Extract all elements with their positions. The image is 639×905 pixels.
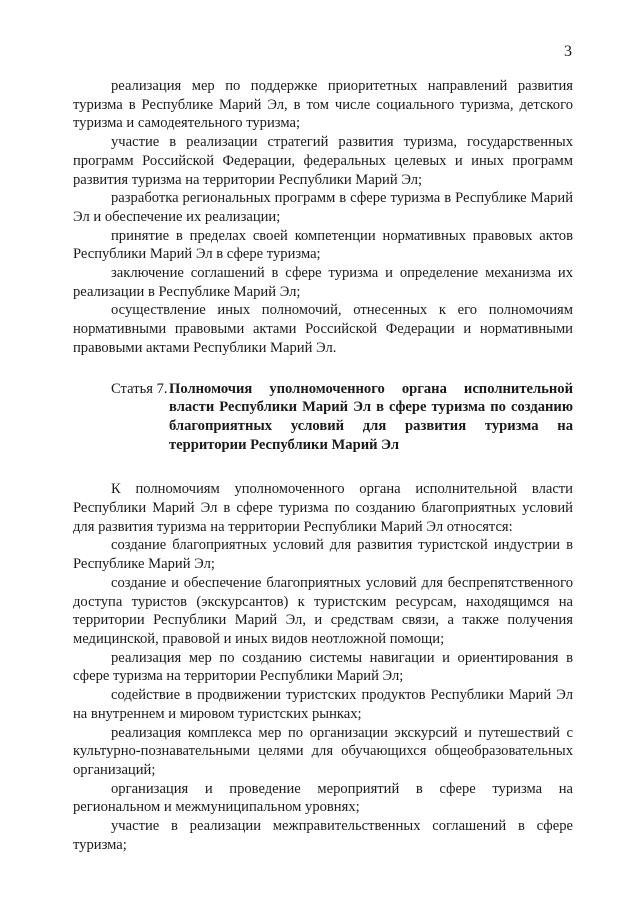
paragraph: содействие в продвижении туристских продуктов Республики Марий Эл на внутреннем и мировом туристских рынках; (73, 687, 573, 722)
paragraph: реализация комплекса мер по организации экскурсий и путешествий с культурно-познавательными целями для обучающихся общеобразовательных организаций; (73, 724, 573, 778)
paragraph: осуществление иных полномочий, отнесенных к его полномочиям нормативными правовыми актами Российской Федерации и нормативными правовыми актами Республики Марий Эл. (73, 302, 573, 356)
article-heading (73, 380, 573, 455)
article-label: Статья 7. (111, 380, 168, 397)
paragraph: заключение соглашений в сфере туризма и определение механизма их реализации в Республике Марий Эл; (73, 265, 573, 300)
paragraph: принятие в пределах своей компетенции нормативных правовых актов Республики Марий Эл в сфере туризма; (73, 227, 573, 263)
page-number: 3 (564, 43, 572, 60)
paragraph: К полномочиям уполномоченного органа исполнительной власти Республики Марий Эл в сфере туризма по созданию благоприятных условий для развития туризма на территории Республики Марий Эл относятся: (73, 481, 573, 535)
paragraph: создание благоприятных условий для развития туристской индустрии в Республике Марий Эл; (73, 537, 573, 573)
paragraph: участие в реализации стратегий развития туризма, государственных программ Российской Федерации, федеральных целевых и иных программ развития туризма на территории Республики Марий Эл; (73, 134, 573, 188)
article-title: Полномочия уполномоченного органа исполнительной власти Республики Марий Эл в сфере туризма по созданию благоприятных условий для развития туризма на территории Республики Марий Эл (169, 380, 573, 453)
paragraph: участие в реализации межправительственных соглашений в сфере туризма; (73, 818, 573, 853)
document-body (73, 77, 573, 854)
paragraph: реализация мер по поддержке приоритетных направлений развития туризма в Республике Марий Эл, в том числе социального туризма, детского туризма и самодеятельного туризма; (73, 78, 573, 132)
paragraph: организация и проведение мероприятий в сфере туризма на региональном и межмуниципальном уровнях; (73, 780, 573, 816)
paragraph: создание и обеспечение благоприятных условий для беспрепятственного доступа туристов (экскурсантов) к туристским ресурсам, находящимся на территории Республики Марий Эл, и средствам связи, а также получения медицинской, правовой и иных видов неотложной помощи; (73, 574, 573, 647)
paragraph: реализация мер по созданию системы навигации и ориентирования в сфере туризма на территории Республики Марий Эл; (73, 649, 573, 685)
paragraph: разработка региональных программ в сфере туризма в Республике Марий Эл и обеспечение их реализации; (73, 190, 573, 225)
